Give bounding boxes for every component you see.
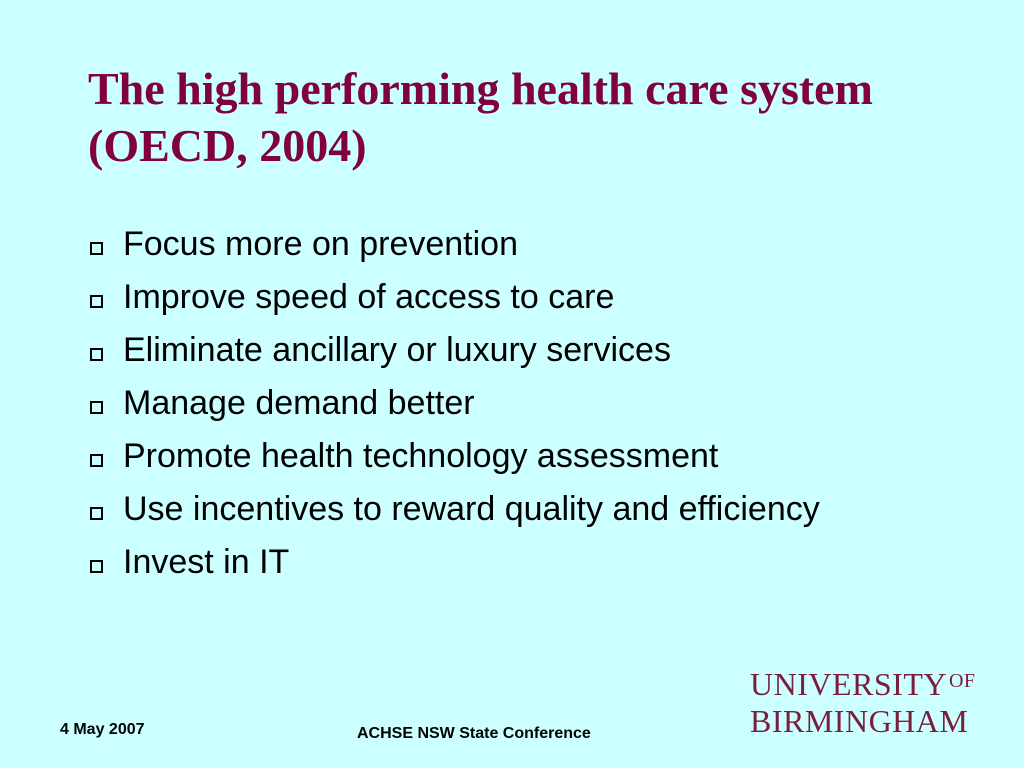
- bullet-item: [90, 383, 910, 423]
- hollow-square-bullet-icon: [90, 560, 103, 573]
- logo-line-1: [750, 668, 976, 705]
- footer-date: 4 May 2007: [60, 721, 145, 738]
- bullet-text: Improve speed of access to care: [123, 278, 615, 316]
- hollow-square-bullet-icon: [90, 242, 103, 255]
- hollow-square-bullet-icon: [90, 348, 103, 361]
- bullet-text: Use incentives to reward quality and efficiency: [123, 490, 820, 528]
- hollow-square-bullet-icon: [90, 295, 103, 308]
- bullet-item: [90, 436, 910, 476]
- footer-conference: ACHSE NSW State Conference: [357, 725, 591, 742]
- bullet-list: [90, 224, 910, 595]
- logo-university-text: UNIVERSITY: [750, 666, 947, 702]
- university-logo: [750, 668, 976, 737]
- slide-title: The high performing health care system (OECD, 2004): [88, 63, 873, 171]
- hollow-square-bullet-icon: [90, 507, 103, 520]
- bullet-text: Promote health technology assessment: [123, 437, 719, 475]
- bullet-text: Focus more on prevention: [123, 225, 518, 263]
- bullet-item: [90, 330, 910, 370]
- bullet-item: [90, 277, 910, 317]
- bullet-text: Eliminate ancillary or luxury services: [123, 331, 671, 369]
- hollow-square-bullet-icon: [90, 401, 103, 414]
- logo-line-2: BIRMINGHAM: [750, 703, 969, 739]
- logo-of-text: OF: [948, 670, 976, 692]
- bullet-text: Invest in IT: [123, 543, 290, 581]
- bullet-item: [90, 489, 910, 529]
- bullet-item: [90, 224, 910, 264]
- hollow-square-bullet-icon: [90, 454, 103, 467]
- bullet-item: [90, 542, 910, 582]
- bullet-text: Manage demand better: [123, 384, 475, 422]
